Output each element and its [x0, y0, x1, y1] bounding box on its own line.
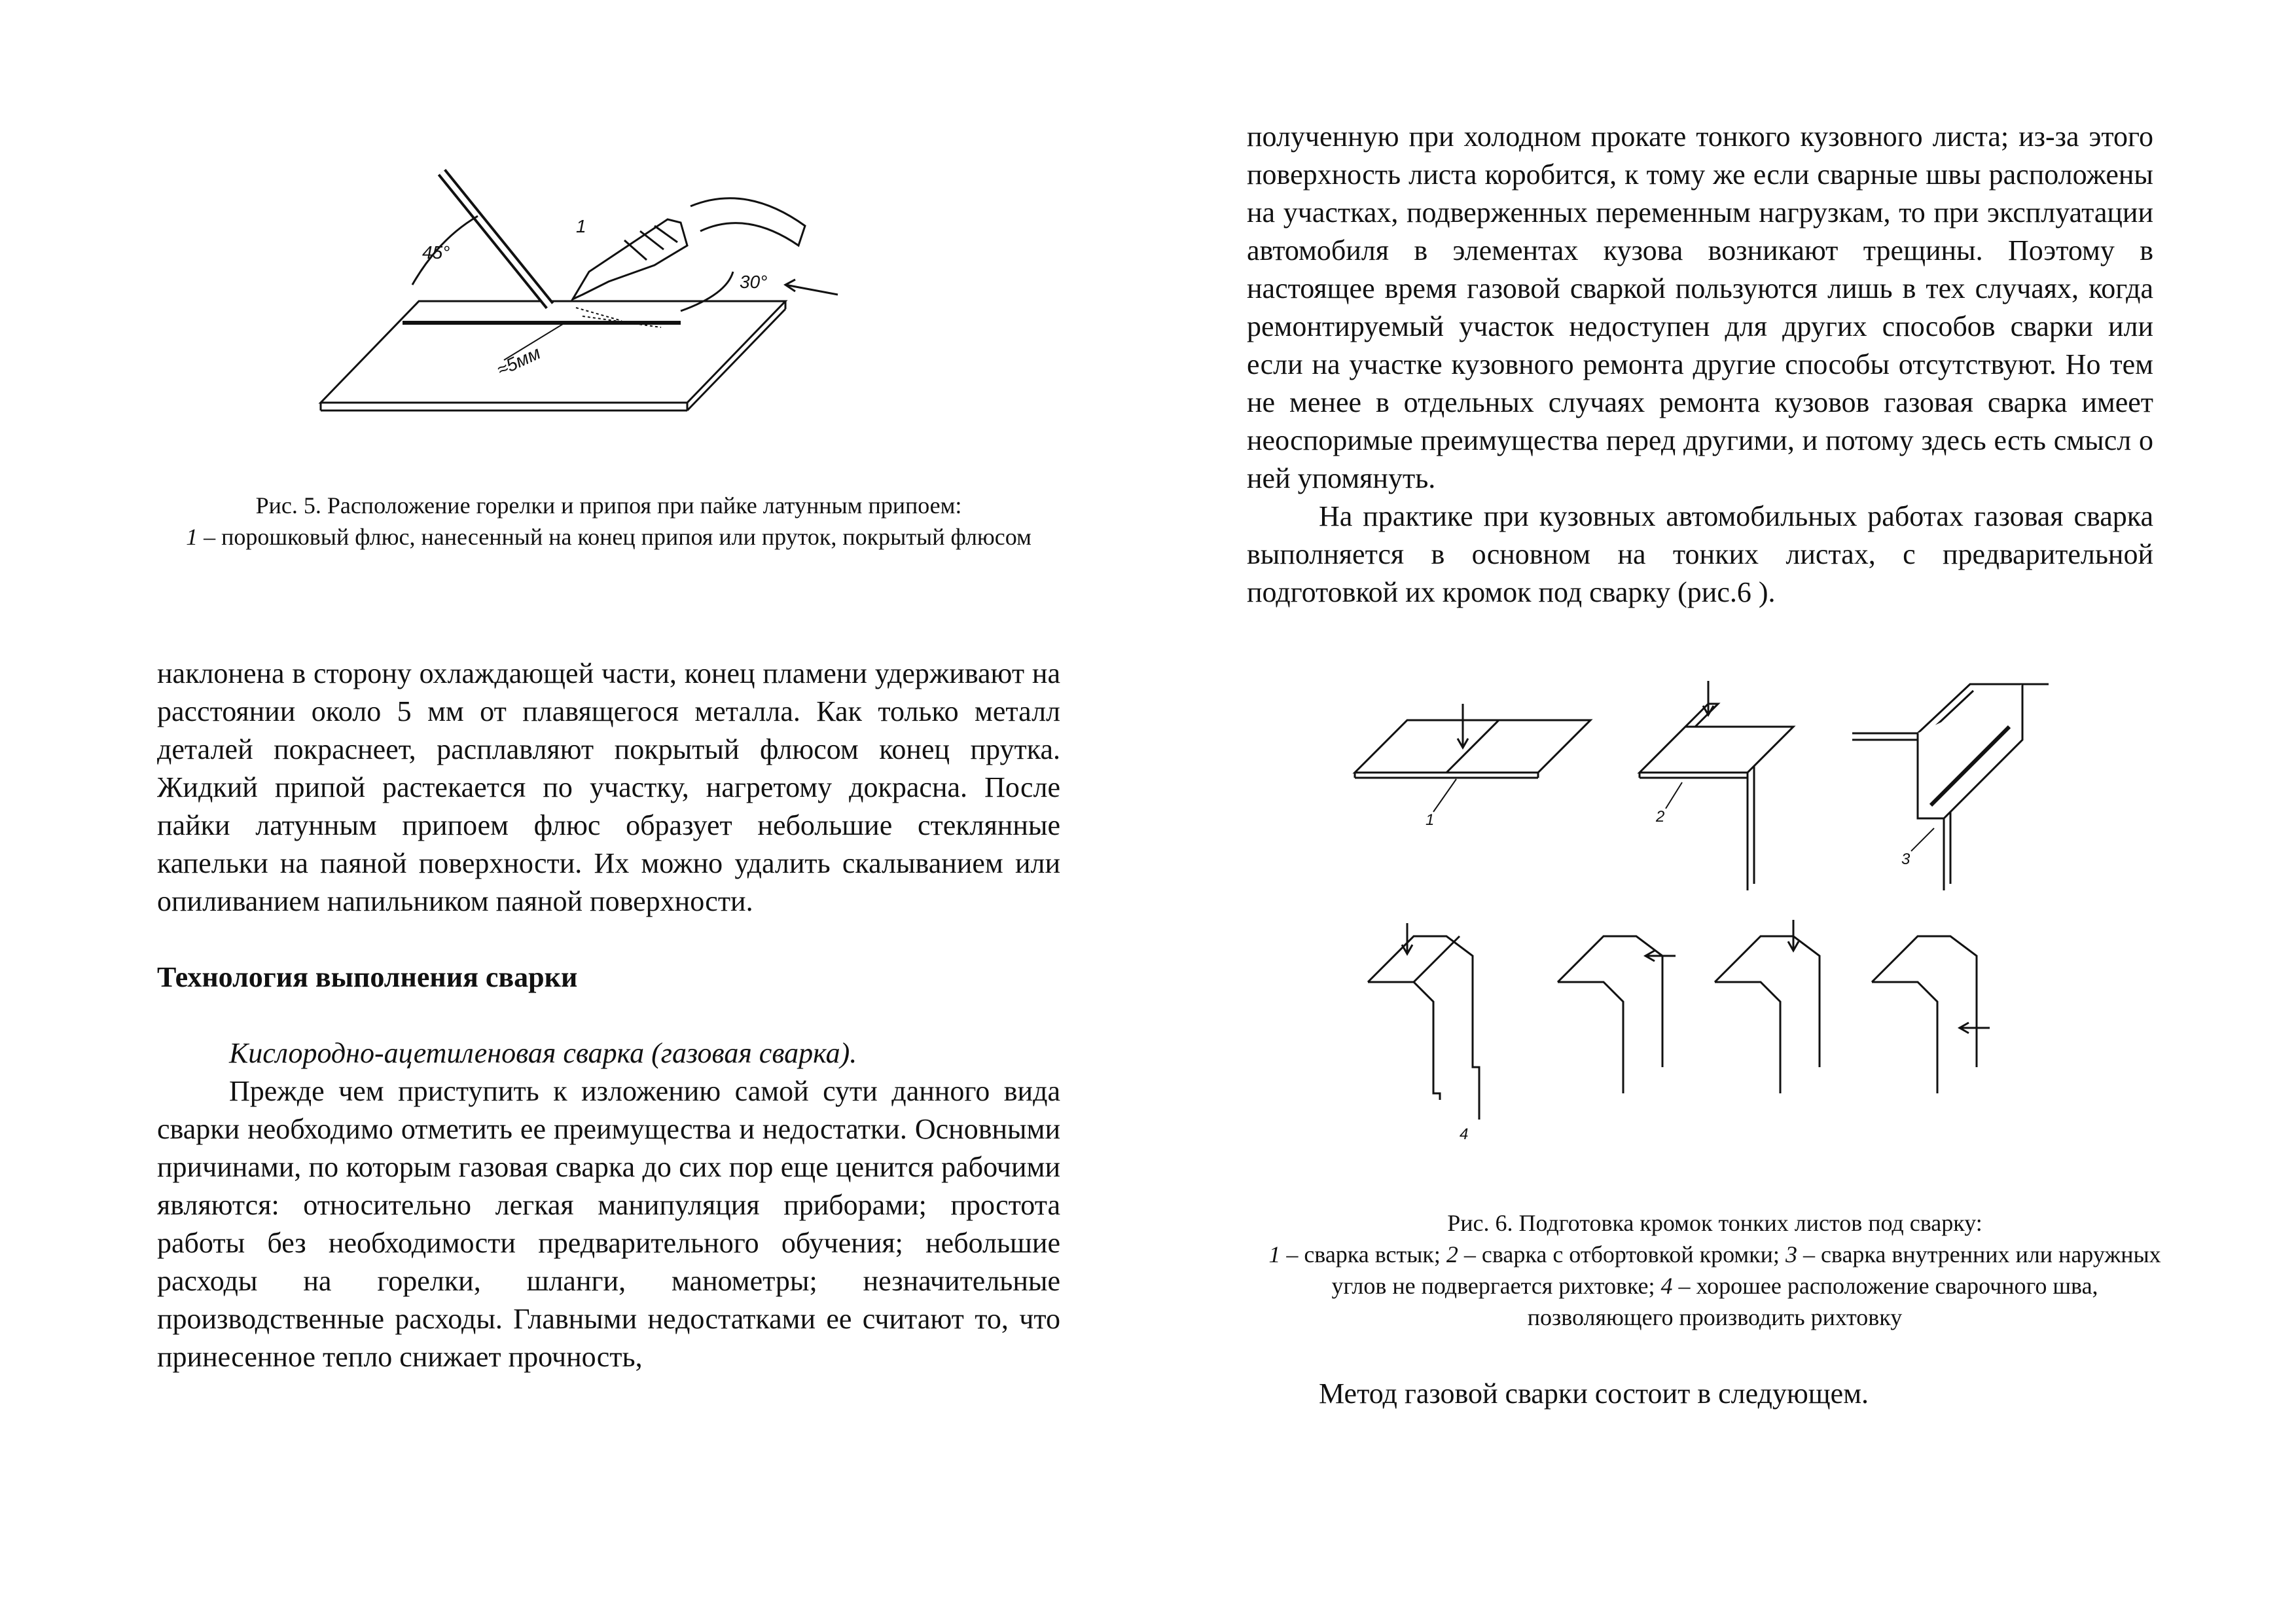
left-paragraph-2: Прежде чем приступить к изложению самой сути данного вида сварки необходимо отметить ее преимущества и недостатки. Основными причинами, по которым газовая сварка до сих пор еще ценится рабочими являются: относительно легкая манипуляция приборами; простота работы без необходимости предварительного обучения; небольшие расходы на горелки, шланги, манометры; незначительные производственные расходы. Главными недостатками ее считают то, что принесенное тепло снижает прочность, [157, 1075, 1060, 1373]
caption-6-text-2: – сварка с отбортовкой кромки; [1458, 1241, 1785, 1267]
section-heading: Технология выполнения сварки [157, 961, 578, 993]
right-column [1247, 118, 2153, 611]
caption-6-body [1263, 1239, 2166, 1333]
left-column [157, 655, 1060, 1376]
joint-1-butt [1355, 704, 1590, 812]
caption-6-text-1: – сварка встык; [1280, 1241, 1446, 1267]
caption-5-line2 [157, 521, 1060, 553]
angle-45-label: 45° [422, 242, 450, 263]
caption-5-number: 1 [186, 524, 198, 550]
figure-6-caption [1263, 1207, 2166, 1333]
subheading: Кислородно-ацетиленовая сварка (газовая сварка). [229, 1037, 857, 1069]
caption-5-text: – порошковый флюс, нанесенный на конец припоя или пруток, покрытый флюсом [198, 524, 1031, 550]
final-sentence: Метод газовой сварки состоит в следующем. [1319, 1377, 1869, 1410]
figure-5-caption [157, 490, 1060, 553]
label-1: 1 [576, 216, 586, 236]
distance-label: ≈5мм [493, 342, 544, 380]
fig6-label-4: 4 [1460, 1125, 1469, 1143]
caption-6-text-3: – сварка внутренних или наружных углов не подвергается рихтовке; [1331, 1241, 2161, 1299]
figure-6-edge-preparation-drawing [1342, 674, 2094, 1165]
angle-30-label: 30° [740, 272, 768, 292]
left-paragraph-1: наклонена в сторону охлаждающей части, конец пламени удерживают на расстоянии около 5 мм от плавящегося металла. Как только металл деталей покраснеет, расплавляют покрытый флюсом конец прутка. Жидкий припой растекается по участку, нагретому докрасна. После пайки латунным припоем флюс образует небольшие стеклянные капельки на паяной поверхности. Их можно удалить скалыванием или опиливанием напильником паяной поверхности. [157, 657, 1060, 917]
fig6-label-3: 3 [1901, 850, 1910, 868]
metal-plate [321, 301, 785, 403]
caption-6-num-3: 3 [1785, 1241, 1797, 1267]
caption-6-text-4: – хорошее расположение сварочного шва, позволяющего производить рихтовку [1527, 1273, 2098, 1330]
caption-6-line1: Рис. 6. Подготовка кромок тонких листов под сварку: [1447, 1210, 1982, 1236]
figure-5-torch-drawing [314, 154, 877, 416]
joint-2-flange [1640, 681, 1793, 890]
joint-3-angle [1852, 684, 2049, 890]
joint-4-row [1368, 920, 1990, 1120]
caption-6-num-4: 4 [1660, 1273, 1673, 1299]
torch-body [573, 219, 687, 299]
fig6-label-1: 1 [1426, 811, 1435, 829]
caption-6-num-2: 2 [1446, 1241, 1458, 1267]
right-paragraph-1: полученную при холодном прокате тонкого кузовного листа; из-за этого поверхность листа коробится, к тому же если сварные швы расположены на участках, подверженных переменным нагрузкам, то при эксплуатации автомобиля в элементах кузова возникают трещины. Поэтому в настоящее время газовой сваркой пользуются лишь в тех случаях, когда ремонтируемый участок недоступен для других способов сварки или если на участке кузовного ремонта другие способы отсутствуют. Но тем не менее в отдельных случаях ремонта кузовов газовая сварка имеет неоспоримые преимущества перед другими, и потому здесь есть смысл о ней упомянуть. [1247, 120, 2153, 494]
fig6-label-2: 2 [1656, 808, 1665, 826]
caption-5-line1: Рис. 5. Расположение горелки и припоя при пайке латунным припоем: [255, 492, 962, 519]
right-paragraph-2: На практике при кузовных автомобильных работах газовая сварка выполняется в основном на тонких листах, с предварительной подготовкой их кромок под сварку (рис.6 ). [1247, 500, 2153, 608]
caption-6-num-1: 1 [1268, 1241, 1281, 1267]
